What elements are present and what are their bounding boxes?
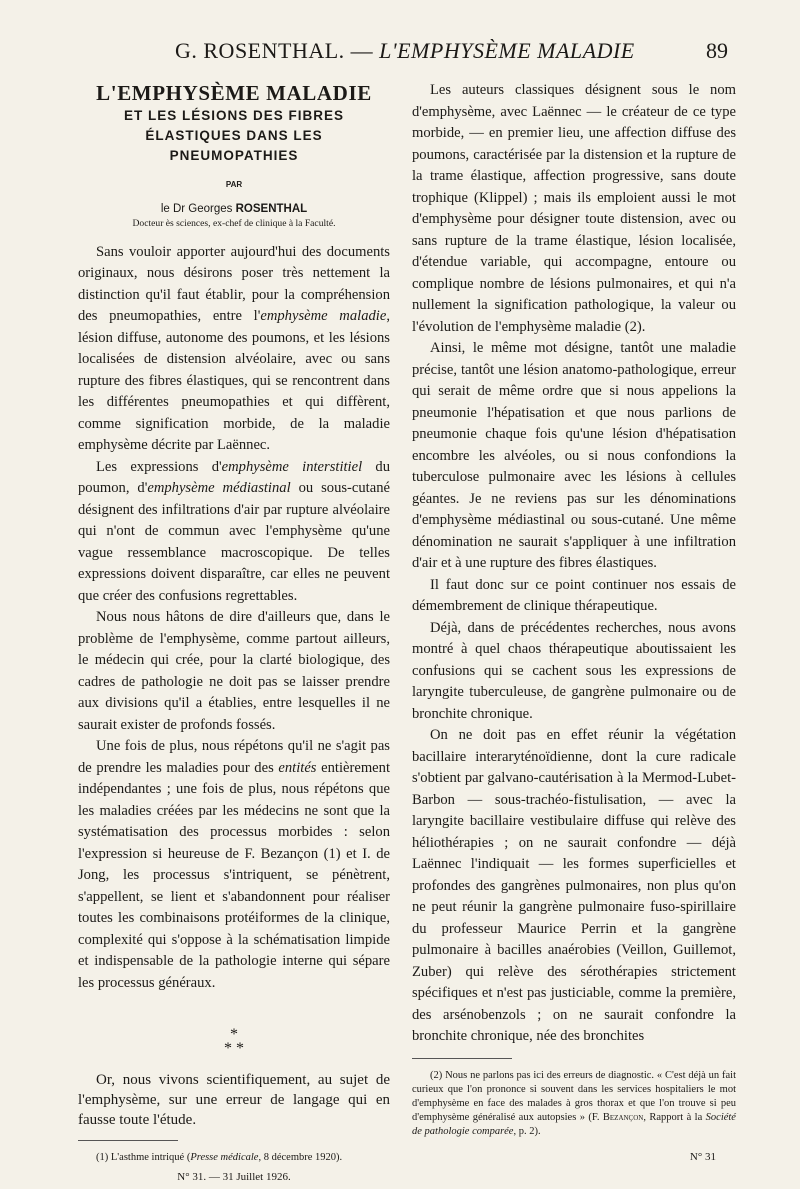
paragraph: Nous nous hâtons de dire d'ailleurs que, dans le problème de l'emphysème, comme partout ailleurs, le médecin qui crée, pour la clarté biologique, des cadres de pathologie ne doit pas se laisser prendre aux divisions qu'il a établies, entre lesquelles il ne saurait exister de profonds fossés. [78, 609, 390, 733]
footnote-rule [78, 1140, 178, 1141]
running-head-author: G. ROSENTHAL. — [175, 38, 374, 63]
paragraph: Déjà, dans de précédentes recherches, nous avons montré à quel chaos thérapeutique aboutissaient les confusions qui se cachent sous les expressions de laryngite tuberculeuse, de gangrène pulmonaire ou de bronchite chronique. [412, 619, 736, 722]
footnote: (1) L'asthme intriqué (Presse médicale, 8 décembre 1920). [96, 1152, 343, 1163]
footnote-rule [412, 1058, 512, 1059]
page-number: 89 [706, 38, 728, 63]
author-prefix: le Dr Georges [160, 202, 233, 215]
paragraph: Ainsi, le même mot désigne, tantôt une maladie précise, tantôt une lésion anatomo-pathologique, erreur qui serait de même ordre que si nous appelions la pneumonie l'hépatisation et que nous parlions de pneumonie chaque fois qu'une lésion d'hépatisation encombre les alvéoles, ou si nous confondions la tuberculose pulmonaire avec les lésions à cellules géantes. Je ne reviens pas sur les dénominations d'emphysème médiastinal ou sous-cutané. Une même dénomination ne saurait s'appliquer à une infiltration d'air et à une rupture des fibres élastiques. [412, 340, 736, 571]
paragraph: Or, nous vivons scientifiquement, au sujet de l'emphysème, sur une erreur de langage qui en fausse toute l'étude. [78, 1072, 390, 1128]
left-column [78, 80, 390, 1189]
issue-line: N° 31. — 31 Juillet 1926. [177, 1171, 291, 1183]
issue-number: N° 31 [689, 1150, 716, 1163]
paragraph: Les expressions d'emphysème interstitiel du poumon, d'emphysème médiastinal ou sous-cutané désignent des infiltrations d'air par rupture alvéolaire qui n'ont de commun avec l'emphysème qu'une vague ressemblance macroscopique. De telles expressions doivent disparaître, car elles ne peuvent que créer des confusions regrettables. [78, 458, 390, 604]
paragraph: Les auteurs classiques désignent sous le nom d'emphysème, avec Laënnec — le créateur de ce type morbide, — en premier lieu, une affection diffuse des poumons, caractérisée par la distension et la rupture de la trame élastique, affection progressive, sans doute trophique (Klippel) ; mais ils emploient aussi le mot d'emphysème pour désigner toute distension, avec ou sans rupture de la trame élastique, lésion localisée, d'étendue variable, qui accompagne, entoure ou complique nombre de lésions pulmonaires, et qui n'a nullement la signification pathologique, la valeur ou l'évolution de l'emphysème maladie (2). [412, 82, 736, 335]
author-affiliation: Docteur ès sciences, ex-chef de clinique à la Faculté. [132, 217, 336, 229]
paragraph: On ne doit pas en effet réunir la végétation bacillaire interaryténoïdienne, dont la cure radicale s'obtient par galvano-cautérisation à la Mermod-Lubet-Barbon — sous-trachéo-fistulisation, — avec la laryngite bacillaire vestibulaire diffuse qui relève des héliothérapies ; on ne saurait confondre — déjà Laënnec l'indiquait — les formes superficielles et profondes des gangrènes pulmonaires, non plus qu'on ne peut réunir la gangrène pulmonaire fuso-spirillaire du professeur Maurice Perrin et la gangrène pulmonaire à bacilles anaérobies (Veillon, Guillemot, Zuber) qui relève des sérothérapies strictement spécifiques et n'est pas justiciable, comme la première, des arsénobenzols ; on ne saurait confondre la bronchite chronique, née des bronchites [412, 727, 736, 1044]
running-head-title: L'EMPHYSÈME MALADIE [379, 38, 635, 63]
paragraph: Sans vouloir apporter aujourd'hui des documents originaux, nous désirons poser très nettement la distinction qu'il faut établir, pour la compréhension des pneumopathies, entre l'emphysème maladie, lésion diffuse, autonome des poumons, et les lésions localisées de distension alvéolaire, avec ou sans rupture des fibres élastiques, qui se rencontrent dans les différentes pneumopathies et qui diffèrent, comme signification morbide, de la maladie emphysème décrite par Laënnec. [78, 243, 390, 453]
author-name: ROSENTHAL [235, 202, 308, 215]
article-title-line4: PNEUMOPATHIES [169, 148, 299, 163]
article-title-line2: ET LES LÉSIONS DES FIBRES [123, 108, 345, 123]
paragraph: Il faut donc sur ce point continuer nos essais de démembrement de clinique thérapeutique. [412, 576, 736, 614]
par-label: PAR [225, 180, 243, 189]
byline [78, 202, 390, 217]
running-head [175, 38, 635, 64]
article-title-line1: L'EMPHYSÈME MALADIE [96, 81, 372, 105]
footnote: (2) Nous ne parlons pas ici des erreurs de diagnostic. « C'est déjà un fait curieux que l'on prononce si souvent dans les services hospitaliers le mot d'emphysème en face des malades à gros thorax et que l'on trouve si peu d'emphysème généralisé aux autopsies » (F. Bezançon, Rapport à la Société de pathologie comparée, p. 2). [412, 1069, 736, 1137]
article-title-line3: ÉLASTIQUES DANS LES [145, 128, 323, 143]
article-title [78, 80, 390, 166]
right-column [412, 80, 736, 1168]
paragraph: Une fois de plus, nous répétons qu'il ne s'agit pas de prendre les maladies pour des entités entièrement indépendantes ; une fois de plus, nous répétons que les maladies créées par les médecins ne sont que la systématisation des processus morbides : selon l'expression si heureuse de F. Bezançon (1) et I. de Jong, les processus s'intriquent, se pénètrent, s'appellent, se lient et s'abandonnent pour réaliser toutes les combinaisons protéiformes de la clinique, complexité qui s'oppose à la schématisation limpide et indispensable de la pathologie interne qui sépare les processus généraux. [78, 738, 391, 991]
section-separator-asterism: * * * [224, 1026, 244, 1057]
